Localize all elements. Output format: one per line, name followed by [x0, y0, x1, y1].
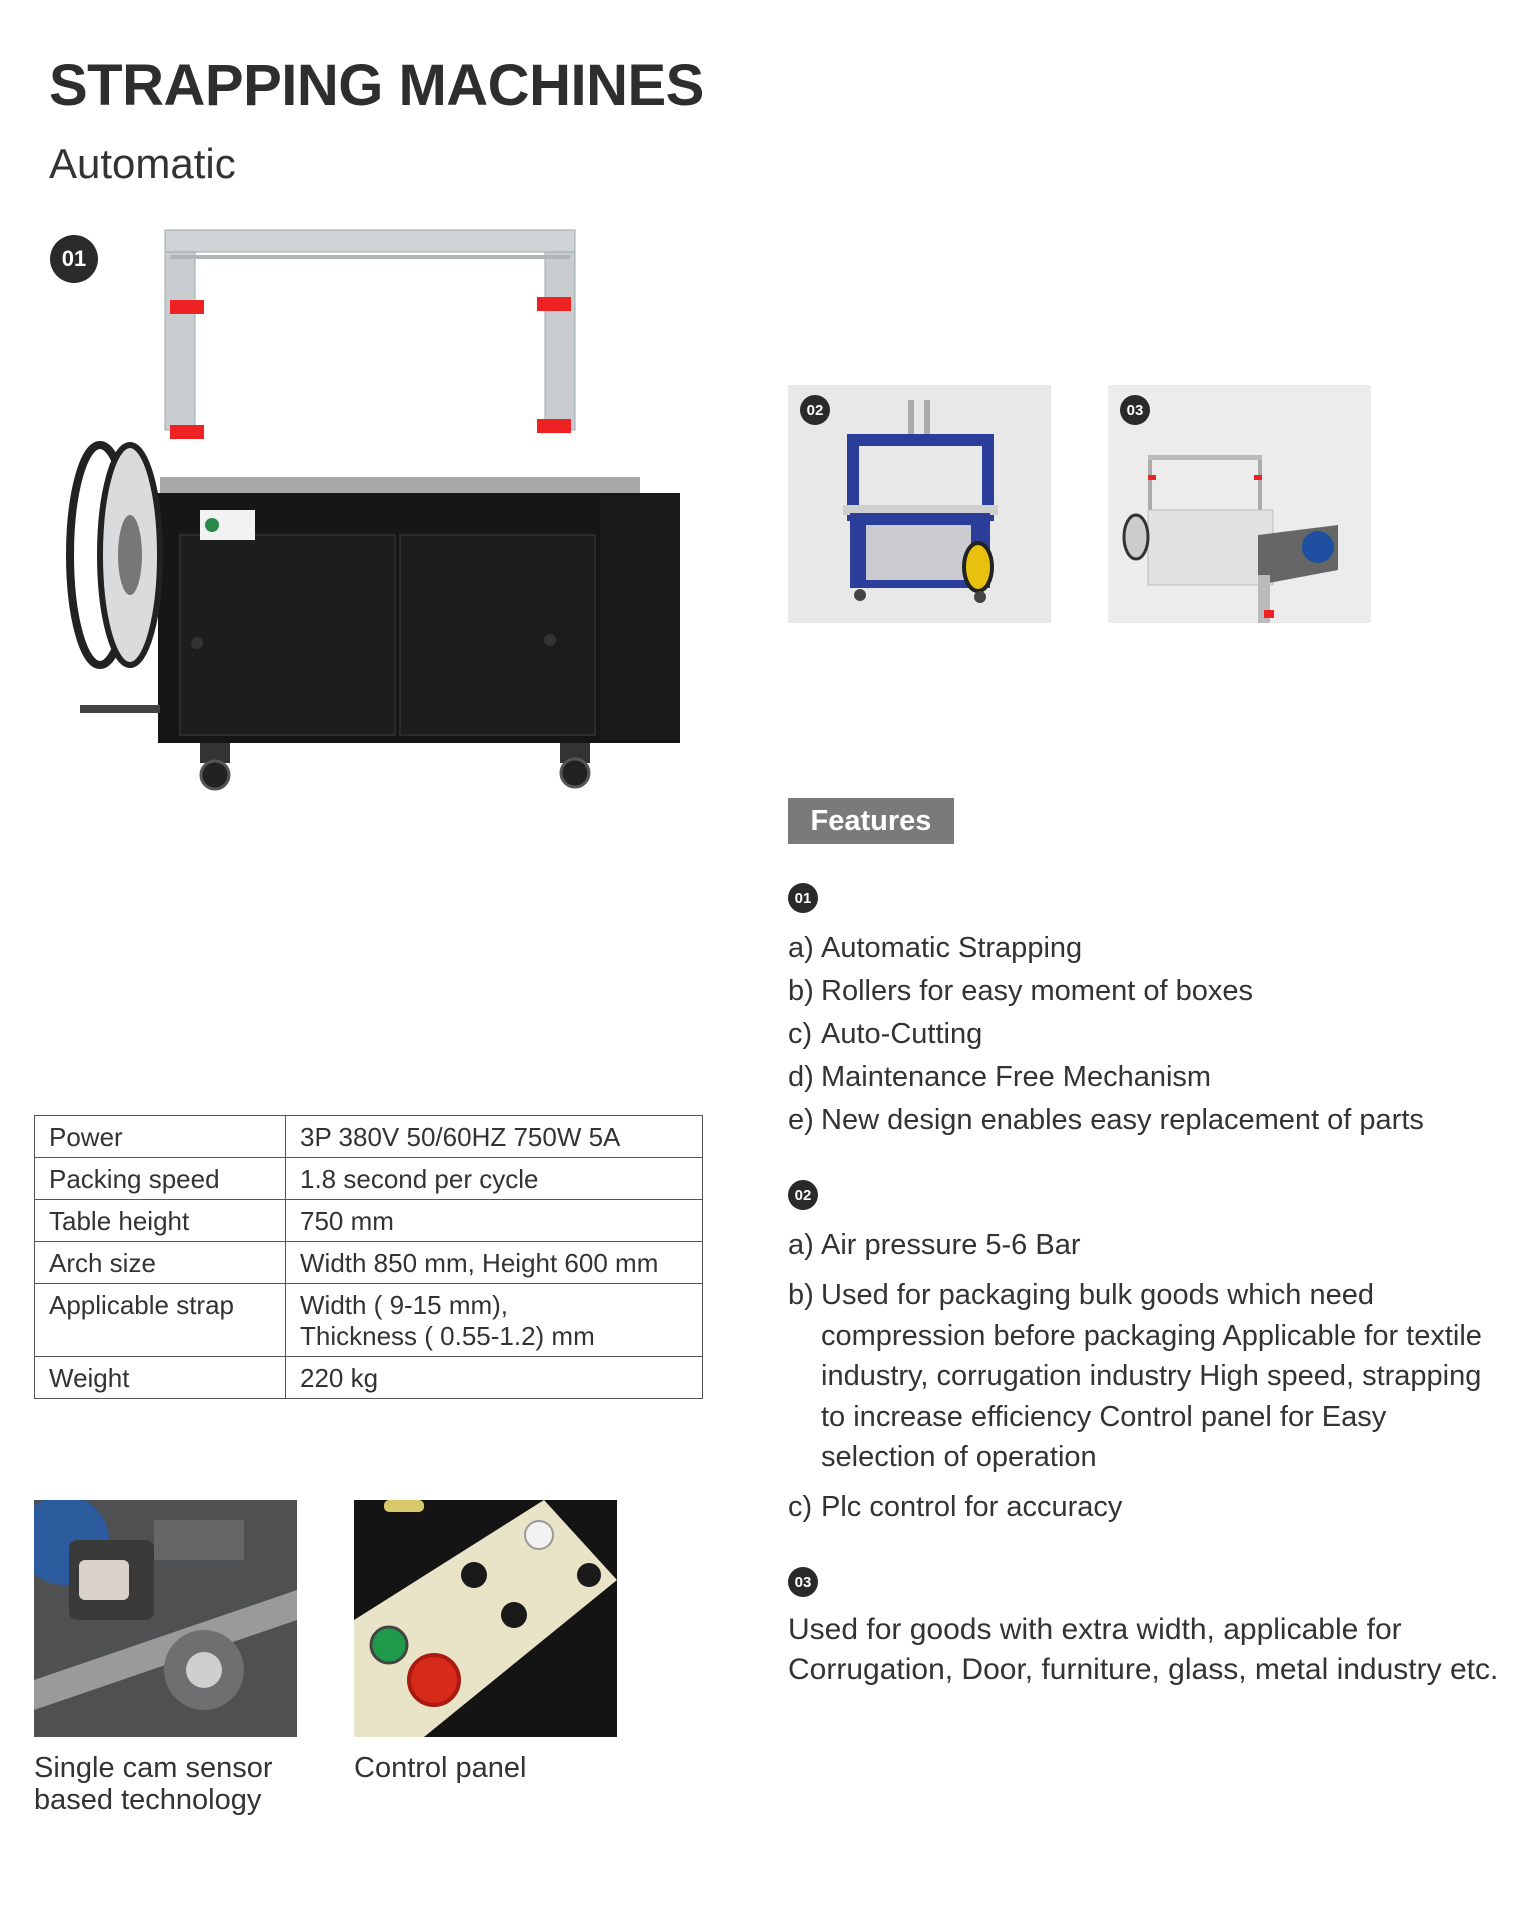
- spec-key: Applicable strap: [35, 1284, 286, 1357]
- table-row: [35, 1116, 703, 1158]
- features-badge-01: 01: [788, 883, 818, 913]
- cam-sensor-image-frame: [34, 1500, 297, 1737]
- product-badge-01: 01: [50, 235, 98, 283]
- spec-value: Width 850 mm, Height 600 mm: [286, 1242, 703, 1284]
- features-list-02: [788, 1224, 1508, 1529]
- spec-key: Arch size: [35, 1242, 286, 1284]
- cam-sensor-caption: [34, 1752, 273, 1816]
- table-row: [35, 1200, 703, 1242]
- list-item: b) Rollers for easy moment of boxes: [788, 975, 1253, 1007]
- spec-value-line: Thickness ( 0.55-1.2) mm: [300, 1321, 595, 1351]
- spec-value-line: Width ( 9-15 mm),: [300, 1290, 509, 1320]
- table-row: [35, 1158, 703, 1200]
- table-row: [35, 1357, 703, 1399]
- list-item: e) New design enables easy replacement of parts: [788, 1104, 1424, 1136]
- features-paragraph-03: Used for goods with extra width, applicable for Corrugation, Door, furniture, glass, metal industry etc.: [788, 1613, 1499, 1686]
- product-badge-03: 03: [1120, 395, 1150, 425]
- spec-key: Weight: [35, 1357, 286, 1399]
- conveyor-machine-thumbnail: [1108, 385, 1371, 623]
- spec-value: [286, 1284, 703, 1357]
- spec-value: 220 kg: [286, 1357, 703, 1399]
- blue-machine-image: [788, 385, 1051, 623]
- main-machine-image: [30, 225, 680, 805]
- list-item: a) Automatic Strapping: [788, 932, 1083, 964]
- control-panel-image: [354, 1500, 617, 1737]
- table-row: [35, 1284, 703, 1357]
- caption-line: Single cam sensor: [34, 1752, 273, 1784]
- spec-key: Table height: [35, 1200, 286, 1242]
- product-badge-02: 02: [800, 395, 830, 425]
- caption-line: based technology: [34, 1784, 262, 1816]
- features-badge-02: 02: [788, 1180, 818, 1210]
- spec-key: Power: [35, 1116, 286, 1158]
- control-panel-caption: Control panel: [354, 1752, 527, 1784]
- list-item: a) Air pressure 5-6 Bar: [788, 1229, 1081, 1261]
- spec-value: 1.8 second per cycle: [286, 1158, 703, 1200]
- features-list-01: [788, 927, 1508, 1142]
- spec-value: 750 mm: [286, 1200, 703, 1242]
- cam-sensor-image: [34, 1500, 297, 1737]
- list-item: d) Maintenance Free Mechanism: [788, 1061, 1212, 1093]
- blue-machine-thumbnail: [788, 385, 1051, 623]
- conveyor-machine-image: [1108, 385, 1371, 623]
- list-item: b) Used for packaging bulk goods which need compression before packaging Applicable for textile industry, corrugation industry High speed, strapping to increase efficiency Control panel for Easy selection of operation: [788, 1279, 1482, 1473]
- list-item: c) Auto-Cutting: [788, 1018, 983, 1050]
- features-badge-03: 03: [788, 1567, 818, 1597]
- spec-value: 3P 380V 50/60HZ 750W 5A: [286, 1116, 703, 1158]
- control-panel-image-frame: [354, 1500, 617, 1737]
- spec-table: [34, 1115, 703, 1399]
- page-subtitle: Automatic: [49, 140, 236, 187]
- page-title: STRAPPING MACHINES: [49, 53, 704, 118]
- list-item: c) Plc control for accuracy: [788, 1490, 1123, 1523]
- features-heading: Features: [788, 798, 954, 844]
- spec-key: Packing speed: [35, 1158, 286, 1200]
- table-row: [35, 1242, 703, 1284]
